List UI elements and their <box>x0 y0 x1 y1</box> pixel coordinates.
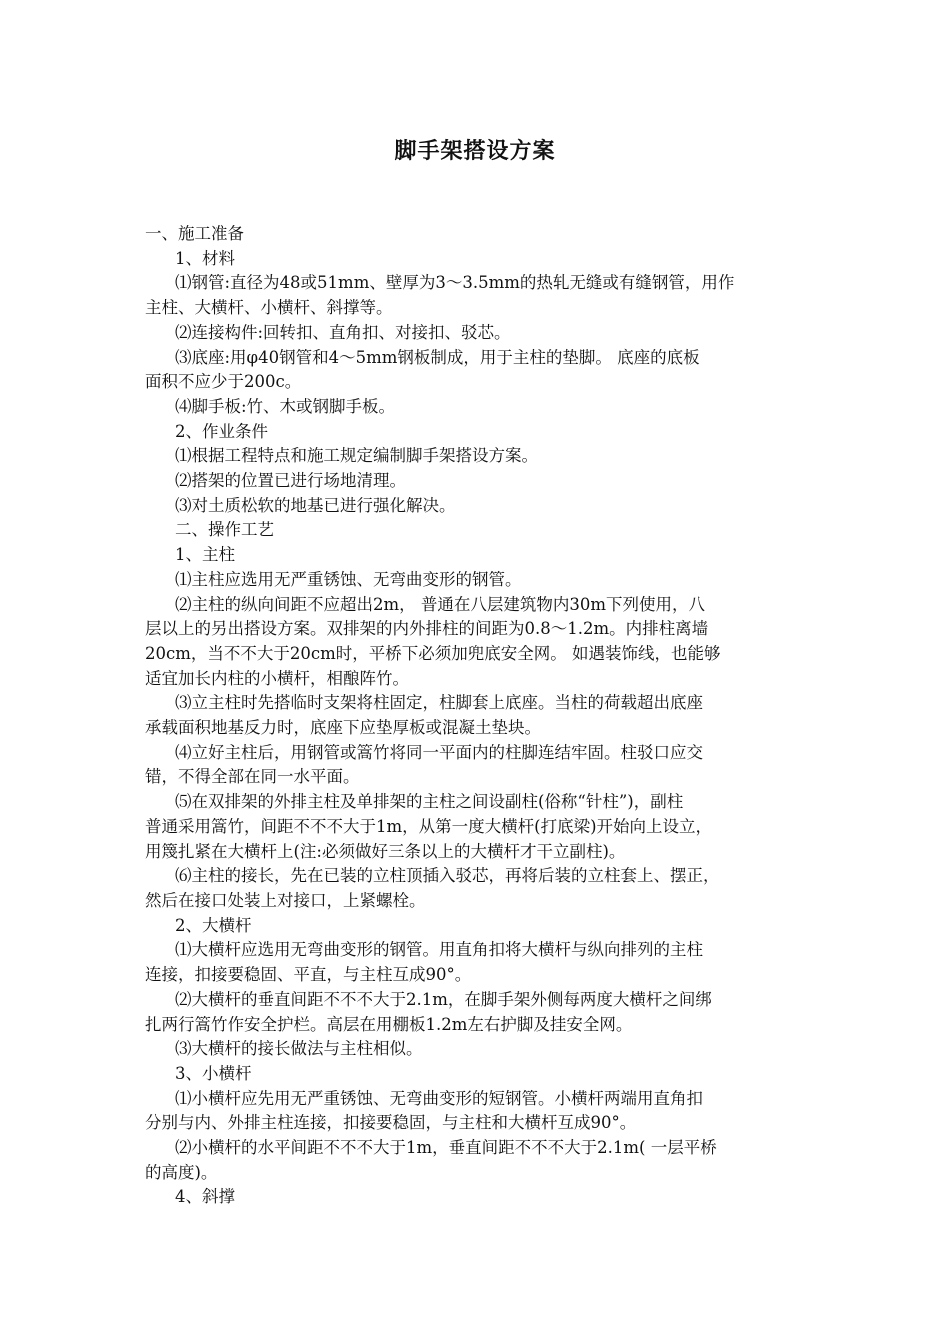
text-line: 1、材料 <box>175 248 235 268</box>
text-line: 然后在接口处装上对接口，上紧螺栓。 <box>145 890 426 910</box>
text-line: ⑶立主柱时先搭临时支架将柱固定，柱脚套上底座。当柱的荷载超出底座 <box>175 693 703 713</box>
text-line: 承载面积地基反力时，底座下应垫厚板或混凝土垫块。 <box>145 718 541 738</box>
text-line: ⑴根据工程特点和施工规定编制脚手架搭设方案。 <box>175 446 538 466</box>
text-line: 普通采用篙竹，间距不不不大于1m，从第一度大横杆(打底梁)开始向上设立， <box>145 816 713 836</box>
text-line: ⑴钢管:直径为48或51mm、壁厚为3～3.5mm的热轧无缝或有缝钢管，用作 <box>175 273 735 293</box>
text-line: ⑵主柱的纵向间距不应超出2m， 普通在八层建筑物内30m下列使用，八 <box>175 594 706 614</box>
text-line: 面积不应少于200c。 <box>145 372 302 392</box>
text-line: ⑸在双排架的外排主柱及单排架的主柱之间设副柱(俗称“针柱”)，副柱 <box>175 792 684 812</box>
text-line: 1、主柱 <box>175 545 235 565</box>
text-line: 的高度)。 <box>145 1162 218 1182</box>
text-line: 3、小横杆 <box>175 1063 252 1083</box>
text-line: ⑶大横杆的接长做法与主柱相似。 <box>175 1039 423 1059</box>
text-line: 用篾扎紧在大横杆上(注:必须做好三条以上的大横杆才干立副柱)。 <box>145 841 626 861</box>
text-line: 主柱、大横杆、小横杆、斜撑等。 <box>145 298 393 318</box>
text-line: 20cm，当不不大于20cm时，平桥下必须加兜底安全网。 如遇装饰线，也能够 <box>145 643 721 663</box>
text-line: 2、大横杆 <box>175 915 252 935</box>
document-body <box>145 222 805 1210</box>
text-line: ⑴小横杆应先用无严重锈蚀、无弯曲变形的短钢管。小横杆两端用直角扣 <box>175 1088 703 1108</box>
text-line: ⑵大横杆的垂直间距不不不大于2.1m，在脚手架外侧每两度大横杆之间绑 <box>175 989 712 1009</box>
text-line: ⑴大横杆应选用无弯曲变形的钢管。用直角扣将大横杆与纵向排列的主柱 <box>175 940 703 960</box>
text-line: 2、作业条件 <box>175 421 268 441</box>
text-line: 分别与内、外排主柱连接，扣接要稳固，与主柱和大横杆互成90°。 <box>145 1113 637 1133</box>
text-line: ⑵连接构件:回转扣、直角扣、对接扣、驳芯。 <box>175 322 511 342</box>
document-title: 脚手架搭设方案 <box>394 138 556 164</box>
text-line: ⑷立好主柱后，用钢管或篙竹将同一平面内的柱脚连结牢固。柱驳口应交 <box>175 742 703 762</box>
text-line: 4、斜撑 <box>175 1187 235 1207</box>
text-line: 一、施工准备 <box>145 224 244 243</box>
text-line: 错，不得全部在同一水平面。 <box>145 767 360 787</box>
text-line: 二、操作工艺 <box>175 520 274 540</box>
text-line: 扎两行篙竹作安全护栏。高层在用棚板1.2m左右护脚及挂安全网。 <box>145 1014 633 1034</box>
text-line: ⑶底座:用φ40钢管和4～5mm钢板制成，用于主柱的垫脚。 底座的底板 <box>175 347 700 367</box>
text-line: ⑷脚手板:竹、木或钢脚手板。 <box>175 396 396 416</box>
text-line: 层以上的另出搭设方案。双排架的内外排柱的间距为0.8～1.2m。内排柱离墙 <box>145 619 709 639</box>
text-line: ⑵搭架的位置已进行场地清理。 <box>175 471 406 491</box>
text-line: 连接，扣接要稳固、平直，与主柱互成90°。 <box>145 965 472 985</box>
text-line: ⑶对土质松软的地基已进行强化解决。 <box>175 495 456 515</box>
text-line: 适宜加长内柱的小横杆，相酿阵竹。 <box>145 668 409 688</box>
text-line: ⑹主柱的接长，先在已装的立柱顶插入驳芯，再将后装的立柱套上、摆正， <box>175 866 720 886</box>
text-line: ⑴主柱应选用无严重锈蚀、无弯曲变形的钢管。 <box>175 569 522 589</box>
text-line: ⑵小横杆的水平间距不不不大于1m，垂直间距不不不大于2.1m( 一层平桥 <box>175 1138 717 1158</box>
